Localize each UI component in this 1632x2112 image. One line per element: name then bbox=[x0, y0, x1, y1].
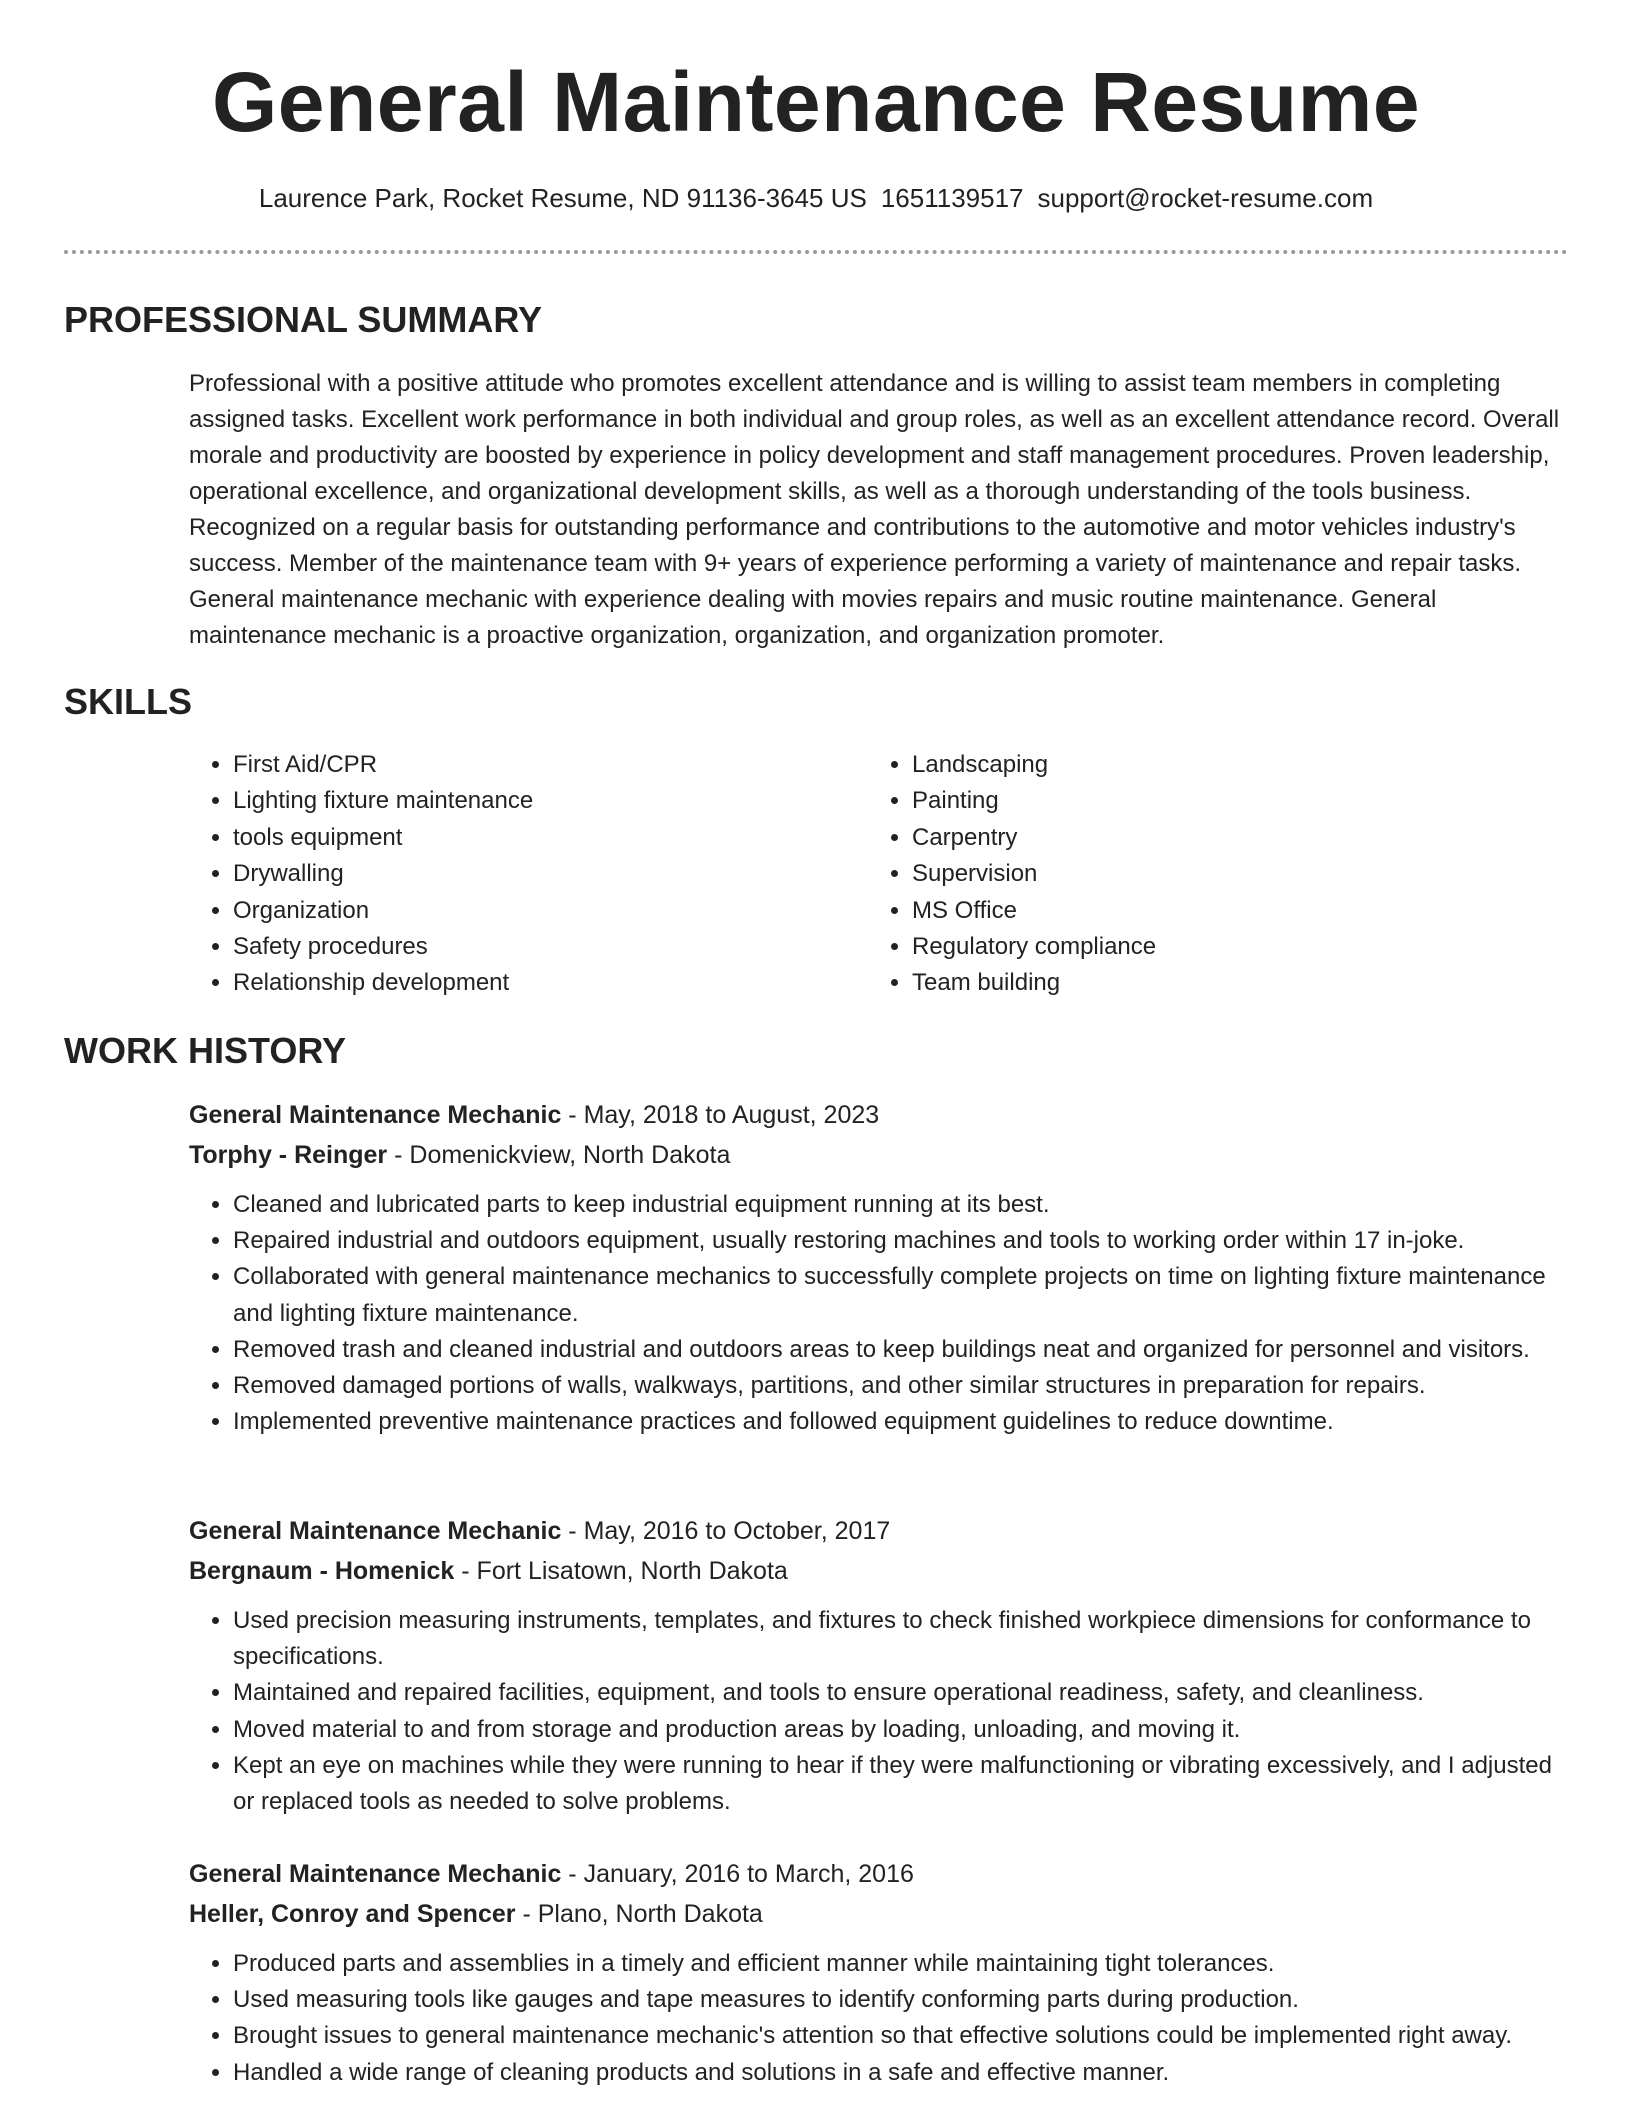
skills-list-right bbox=[868, 747, 1532, 1002]
job-bullet: • Repaired industrial and outdoors equipment, usually restoring machines and tools to working order within 17 in-joke. bbox=[233, 1223, 1569, 1259]
job-bullet: • Used measuring tools like gauges and tape measures to identify conforming parts during production. bbox=[233, 1982, 1569, 2018]
job-bullet: • Removed trash and cleaned industrial and outdoors areas to keep buildings neat and organized for personnel and visitors. bbox=[233, 1332, 1569, 1368]
contact-info bbox=[0, 180, 1632, 216]
work-history-heading: WORK HISTORY bbox=[64, 1030, 347, 1071]
job-bullet: • Removed damaged portions of walls, walkways, partitions, and other similar structures in preparation for repairs. bbox=[233, 1368, 1569, 1404]
job-entry bbox=[189, 1511, 1569, 1820]
job-bullet: • Collaborated with general maintenance mechanics to successfully complete projects on time on lighting fixture maintenance and lighting fixture maintenance. bbox=[233, 1259, 1569, 1331]
job-bullet: • Moved material to and from storage and production areas by loading, unloading, and moving it. bbox=[233, 1712, 1569, 1748]
job-bullet: • Brought issues to general maintenance mechanic's attention so that effective solutions could be implemented right away. bbox=[233, 2018, 1569, 2054]
skills-list-left bbox=[189, 747, 853, 1002]
job-company-line bbox=[189, 1894, 1569, 1934]
summary-text: Professional with a positive attitude who promotes excellent attendance and is willing to assist team members in completing assigned tasks. Excellent work performance in both individual and group roles, as well as an excellent attendance record. Overall morale and productivity are boosted by experience in policy development and staff management procedures. Proven leadership, operational excellence, and organizational development skills, as well as a thorough understanding of the tools business. Recognized on a regular basis for outstanding performance and contributions to the automotive and motor vehicles industry's success. Member of the maintenance team with 9+ years of experience performing a variety of maintenance and repair tasks. General maintenance mechanic with experience dealing with movies repairs and music routine maintenance. General maintenance mechanic is a proactive organization, organization, and organization promoter. bbox=[189, 370, 1560, 649]
skill-item: • Safety procedures bbox=[233, 929, 853, 965]
job-title: General Maintenance Mechanic bbox=[189, 1101, 562, 1129]
skill-item: • Team building bbox=[912, 965, 1532, 1001]
resume-title: General Maintenance Resume bbox=[211, 55, 1421, 149]
skill-item: • Painting bbox=[912, 783, 1532, 819]
contact-address: Laurence Park, Rocket Resume, ND 91136-3645 US bbox=[258, 183, 867, 213]
job-company: Heller, Conroy and Spencer bbox=[189, 1900, 516, 1928]
job-dates: - January, 2016 to March, 2016 bbox=[561, 1860, 914, 1888]
job-dates: - May, 2018 to August, 2023 bbox=[561, 1101, 880, 1129]
job-bullet: • Produced parts and assemblies in a timely and efficient manner while maintaining tight tolerances. bbox=[233, 1946, 1569, 1982]
job-bullet: • Maintained and repaired facilities, equipment, and tools to ensure operational readiness, safety, and cleanliness. bbox=[233, 1675, 1569, 1711]
skill-item: • Supervision bbox=[912, 856, 1532, 892]
contact-email: support@rocket-resume.com bbox=[1037, 183, 1374, 213]
job-title: General Maintenance Mechanic bbox=[189, 1860, 562, 1888]
skill-item: • Carpentry bbox=[912, 820, 1532, 856]
job-company-line bbox=[189, 1135, 1569, 1175]
job-bullets bbox=[189, 1187, 1569, 1440]
skill-item: • tools equipment bbox=[233, 820, 853, 856]
summary-heading: PROFESSIONAL SUMMARY bbox=[64, 299, 543, 340]
job-entry bbox=[189, 1854, 1569, 2091]
skill-item: • Lighting fixture maintenance bbox=[233, 783, 853, 819]
job-location: - Plano, North Dakota bbox=[515, 1900, 763, 1928]
job-title-line bbox=[189, 1854, 1569, 1894]
job-company: Torphy - Reinger bbox=[189, 1141, 388, 1169]
header-divider bbox=[64, 250, 1568, 254]
job-bullets bbox=[189, 1946, 1569, 2091]
job-bullet: • Cleaned and lubricated parts to keep industrial equipment running at its best. bbox=[233, 1187, 1569, 1223]
job-bullets bbox=[189, 1603, 1569, 1820]
job-company: Bergnaum - Homenick bbox=[189, 1557, 455, 1585]
job-title-line bbox=[189, 1095, 1569, 1135]
job-location: - Fort Lisatown, North Dakota bbox=[454, 1557, 788, 1585]
skill-item: • First Aid/CPR bbox=[233, 747, 853, 783]
skill-item: • Regulatory compliance bbox=[912, 929, 1532, 965]
skills-heading: SKILLS bbox=[64, 681, 193, 722]
job-bullet: • Handled a wide range of cleaning products and solutions in a safe and effective manner. bbox=[233, 2055, 1569, 2091]
skill-item: • Drywalling bbox=[233, 856, 853, 892]
skill-item: • MS Office bbox=[912, 893, 1532, 929]
job-bullet: • Kept an eye on machines while they were running to hear if they were malfunctioning or vibrating excessively, and I adjusted or replaced tools as needed to solve problems. bbox=[233, 1748, 1569, 1820]
contact-phone: 1651139517 bbox=[880, 183, 1024, 213]
job-location: - Domenickview, North Dakota bbox=[387, 1141, 731, 1169]
job-bullet: • Used precision measuring instruments, templates, and fixtures to check finished workpiece dimensions for conformance to specifications. bbox=[233, 1603, 1569, 1675]
job-bullet: • Implemented preventive maintenance practices and followed equipment guidelines to reduce downtime. bbox=[233, 1404, 1569, 1440]
job-title-line bbox=[189, 1511, 1569, 1551]
skill-item: • Landscaping bbox=[912, 747, 1532, 783]
job-company-line bbox=[189, 1551, 1569, 1591]
skill-item: • Relationship development bbox=[233, 965, 853, 1001]
job-title: General Maintenance Mechanic bbox=[189, 1517, 562, 1545]
skill-item: • Organization bbox=[233, 893, 853, 929]
job-entry bbox=[189, 1095, 1569, 1440]
job-dates: - May, 2016 to October, 2017 bbox=[561, 1517, 891, 1545]
